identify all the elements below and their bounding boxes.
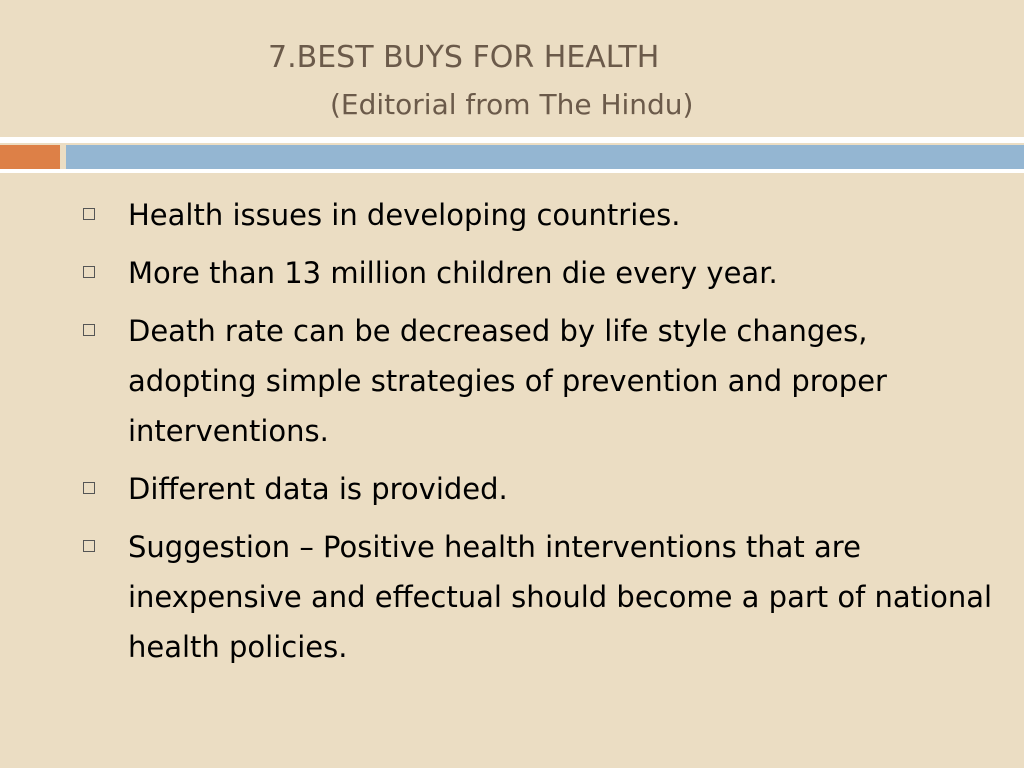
slide-title: 7.BEST BUYS FOR HEALTH — [268, 40, 660, 75]
hollow-square-icon — [83, 324, 95, 336]
accent-bar-blue — [66, 145, 1024, 169]
bullet-item — [78, 306, 998, 456]
bullet-text: More than 13 million children die every year. — [128, 256, 778, 290]
hollow-square-icon — [83, 208, 95, 220]
bullet-item — [78, 248, 998, 298]
bullet-item — [78, 464, 998, 514]
bullet-item — [78, 522, 998, 672]
slide-title-block — [0, 0, 1024, 140]
bullet-list — [78, 190, 998, 680]
title-divider-lower — [0, 169, 1024, 173]
hollow-square-icon — [83, 540, 95, 552]
slide-subtitle: (Editorial from The Hindu) — [330, 88, 694, 121]
bullet-text: Death rate can be decreased by life style changes, adopting simple strategies of prevention and proper interventions. — [128, 314, 887, 448]
bullet-text: Different data is provided. — [128, 472, 508, 506]
hollow-square-icon — [83, 266, 95, 278]
bullet-text: Health issues in developing countries. — [128, 198, 681, 232]
bullet-text: Suggestion – Positive health interventions that are inexpensive and effectual should become a part of national health policies. — [128, 530, 993, 664]
bullet-item — [78, 190, 998, 240]
title-divider — [0, 137, 1024, 143]
accent-bar-orange — [0, 145, 60, 169]
hollow-square-icon — [83, 482, 95, 494]
